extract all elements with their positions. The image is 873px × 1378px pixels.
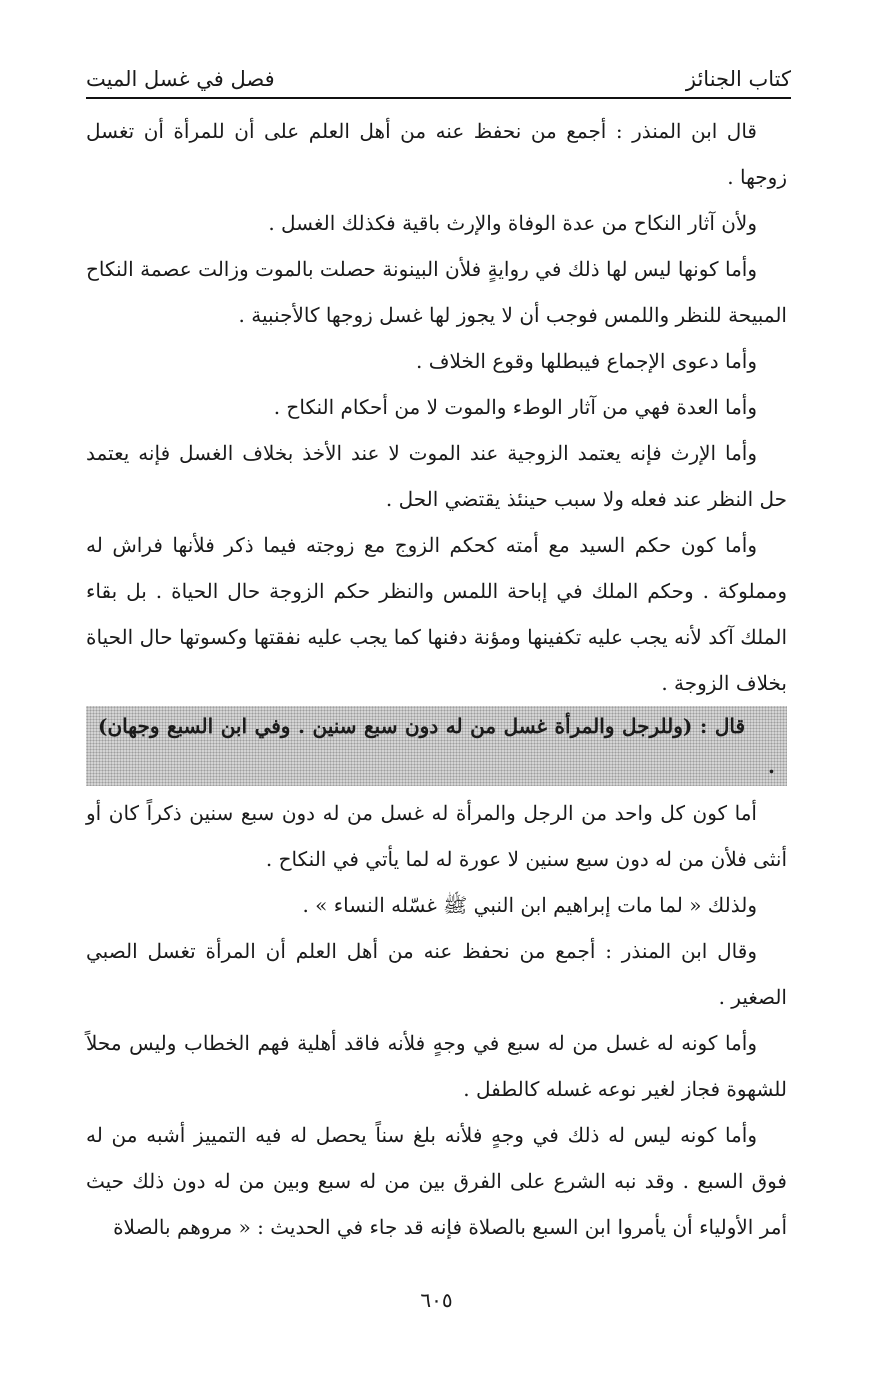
paragraph: وأما كونه ليس له ذلك في وجهٍ فلأنه بلغ سناً يحصل له فيه التمييز أشبه من له فوق السبع . وقد نبه الشرع على الفرق بين من له سبع وبين من له دون ذلك حيث أمر الأولياء أن يأمروا ابن السبع بالصلاة فإنه قد جاء في الحديث : « مروهم بالصلاة [86,1123,787,1239]
paragraph: ولذلك « لما مات إبراهيم ابن النبي ﷺ غسّله النساء » . [302,893,757,917]
section-heading: قال : (وللرجل والمرأة غسل من له دون سبع سنين . وفي ابن السبع وجهان) . [86,706,787,786]
paragraph: وأما العدة فهي من آثار الوطء والموت لا من أحكام النكاح . [273,395,757,419]
paragraph: وأما كونه له غسل من له سبع في وجهٍ فلأنه فاقد أهلية فهم الخطاب وليس محلاً للشهوة فجاز لغير نوعه غسله كالطفل . [86,1031,787,1101]
paragraph: وأما دعوى الإجماع فيبطلها وقوع الخلاف . [416,349,757,373]
paragraph: وأما كون حكم السيد مع أمته كحكم الزوج مع زوجته فيما ذكر فلأنها فراش له ومملوكة . وحكم الملك في إباحة اللمس والنظر حكم الزوجة حال الحياة . بل بقاء الملك آكد لأنه يجب عليه تكفينها ومؤنة دفنها كما يجب عليه نفقتها وكسوتها حال الحياة بخلاف الزوجة . [86,533,787,695]
paragraph: قال ابن المنذر : أجمع من نحفظ عنه من أهل العلم على أن للمرأة أن تغسل زوجها . [86,119,787,189]
running-header [86,54,791,94]
paragraph: أما كون كل واحد من الرجل والمرأة له غسل من له دون سبع سنين ذكراً كان أو أنثى فلأن من له دون سبع سنين لا عورة له لما يأتي في النكاح . [86,801,787,871]
page-number: ٦٠٥ [420,1288,453,1312]
paragraph: وأما الإرث فإنه يعتمد الزوجية عند الموت لا عند الأخذ بخلاف الغسل فإنه يعتمد حل النظر عند فعله ولا سبب حينئذ يقتضي الحل . [86,441,787,511]
paragraph: ولأن آثار النكاح من عدة الوفاة والإرث باقية فكذلك الغسل . [268,211,757,235]
book-title: كتاب الجنائز [685,67,791,91]
header-divider [86,97,791,99]
chapter-title: فصل في غسل الميت [86,67,275,91]
paragraph: وأما كونها ليس لها ذلك في روايةٍ فلأن البينونة حصلت بالموت وزالت عصمة النكاح المبيحة للنظر واللمس فوجب أن لا يجوز لها غسل زوجها كالأجنبية . [86,257,787,327]
paragraph: وقال ابن المنذر : أجمع من نحفظ عنه من أهل العلم أن المرأة تغسل الصبي الصغير . [86,939,787,1009]
main-text [86,108,787,1250]
